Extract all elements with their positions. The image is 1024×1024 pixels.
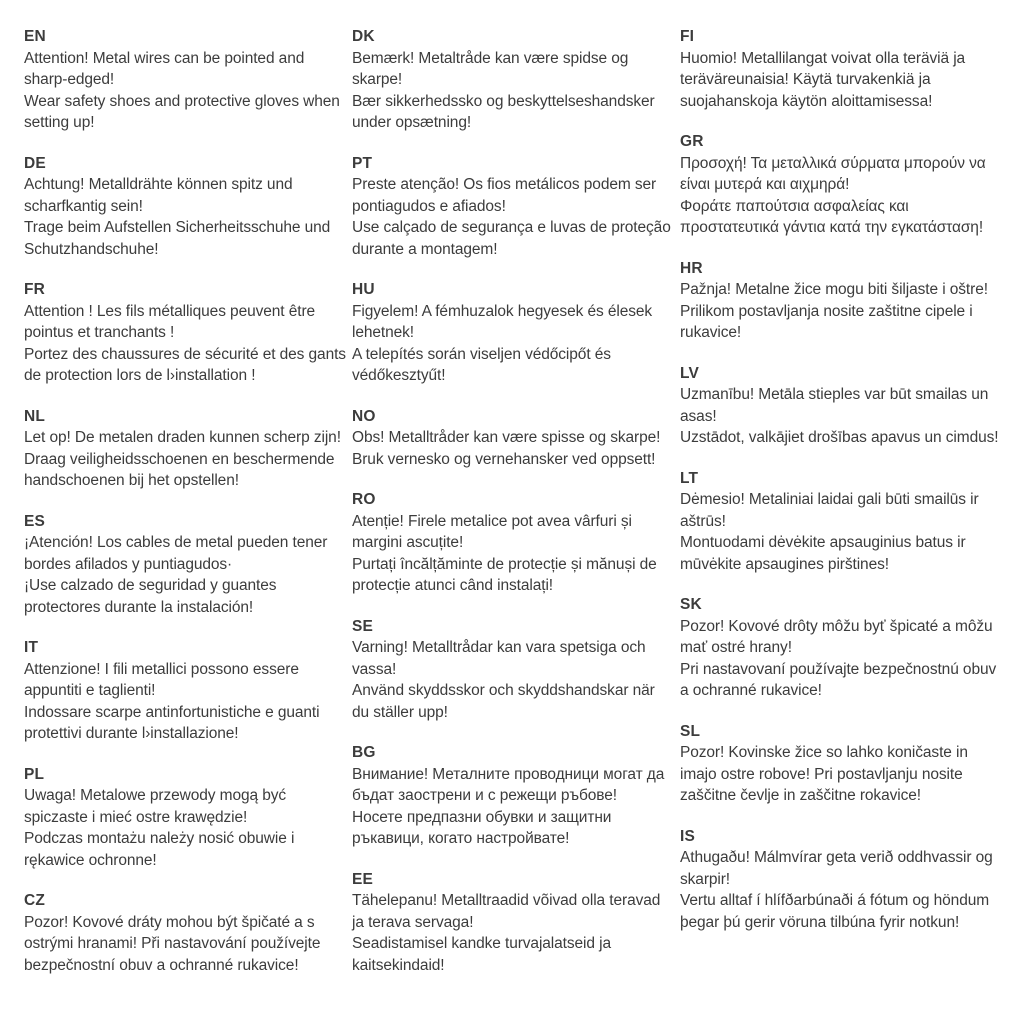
language-code: IT [24,639,39,656]
language-code: EN [24,28,46,45]
language-section-se [352,616,674,724]
warning-text: Uwaga! Metalowe przewody mogą być spiczaste i mieć ostre krawędzie! [24,787,287,826]
language-section-bg [352,742,674,850]
language-code: PT [352,154,373,172]
language-section-gr [680,131,1006,239]
language-section-lt [680,468,1006,576]
warning-text: Wear safety shoes and protective gloves when setting up! [24,92,340,131]
warning-text: Varning! Metalltrådar kan vara spetsiga och vassa! [352,639,646,678]
warning-text: Внимание! Металните проводници могат да бъдат заострени и с режещи ръбове! [352,765,665,804]
warning-text: Purtați încălțăminte de protecție și mănuși de protecție atunci când instalați! [352,555,657,594]
warning-text: Uzmanību! Metāla stieples var būt smailas un asas! [680,386,989,425]
warning-text: Pri nastavovaní používajte bezpečnostnú obuv a ochranné rukavice! [680,660,997,699]
language-section-de [24,153,346,261]
warning-text: Trage beim Aufstellen Sicherheitsschuhe und Schutzhandschuhe! [24,219,331,258]
language-section-sk [680,594,1006,702]
warning-text: Athugaðu! Málmvírar geta verið oddhvassir og skarpir! [680,849,993,888]
warning-text: Προσοχή! Τα μεταλλικά σύρματα μπορούν να είναι μυτερά και αιχμηρά! [680,154,986,193]
column-1 [24,26,346,995]
warning-text: Pozor! Kovinske žice so lahko koničaste in imajo ostre robove! Pri postavljanju nosite zaščitne čevlje in zaščitne rokavice! [680,744,968,804]
warning-text: Achtung! Metalldrähte können spitz und scharfkantig sein! [24,176,293,215]
warning-text: Vertu alltaf í hlífðarbúnaði á fótum og höndum þegar þú gerir vöruna tilbúna fyrir notkun! [680,892,990,931]
warning-text: Dėmesio! Metaliniai laidai gali būti smailūs ir aštrūs! [680,491,979,530]
warning-text: Draag veiligheidsschoenen en beschermende handschoenen bij het opstellen! [24,450,335,489]
language-code: GR [680,133,704,150]
language-code: ES [24,512,46,530]
language-section-no [352,406,674,471]
warning-text: ¡Atención! Los cables de metal pueden tener bordes afilados y puntiagudos· [24,534,328,573]
language-section-ee [352,869,674,977]
language-code: HR [680,259,703,277]
warning-text: Use calçado de segurança e luvas de proteção durante a montagem! [352,219,671,258]
column-3 [680,26,1006,995]
language-code: LT [680,469,699,487]
language-section-it [24,637,346,745]
language-section-hu [352,279,674,387]
language-section-hr [680,258,1006,344]
language-code: HU [352,281,375,298]
warning-text: Bruk vernesko og vernehansker ved oppsett! [352,450,656,468]
language-code: BG [352,744,376,761]
warning-text: Atenție! Firele metalice pot avea vârfuri și margini ascuțite! [352,512,632,551]
warning-text: Attention! Metal wires can be pointed and sharp-edged! [24,49,305,88]
warning-text: Figyelem! A fémhuzalok hegyesek és élesek lehetnek! [352,302,653,341]
warning-text: Podczas montażu należy nosić obuwie i rękawice ochronne! [24,830,295,869]
language-section-cz [24,890,346,976]
warning-text: Indossare scarpe antinfortunistiche e guanti protettivi durante l›installazione! [24,703,320,742]
language-code: NL [24,407,46,425]
language-section-es [24,511,346,619]
language-code: RO [352,491,376,508]
warning-text: ¡Use calzado de seguridad y guantes protectores durante la instalación! [24,577,277,616]
warning-text: Φοράτε παπούτσια ασφαλείας και προστατευτικά γάντια κατά την εγκατάσταση! [680,197,984,236]
warning-text: Pažnja! Metalne žice mogu biti šiljaste i oštre! Prilikom postavljanja nosite zaštitne cipele i rukavice! [680,281,988,341]
warning-text: Attenzione! I fili metallici possono essere appuntiti e taglienti! [24,660,299,699]
language-code: DE [24,154,46,172]
language-code: SL [680,722,701,740]
column-2 [352,26,674,995]
language-section-fr [24,279,346,387]
warning-text: Pozor! Kovové drôty môžu byť špicaté a môžu mať ostré hrany! [680,617,993,656]
warning-text: Let op! De metalen draden kunnen scherp zijn! [24,429,341,446]
warning-text: Portez des chaussures de sécurité et des gants de protection lors de l›installation ! [24,345,346,384]
language-code: FR [24,281,46,298]
warning-text: Seadistamisel kandke turvajalatseid ja kaitsekindaid! [352,935,611,974]
warning-text: Preste atenção! Os fios metálicos podem ser pontiagudos e afiados! [352,176,657,215]
language-code: EE [352,870,374,888]
language-section-ro [352,489,674,597]
language-section-is [680,826,1006,934]
language-section-dk [352,26,674,134]
language-code: LV [680,364,700,382]
warning-text: Attention ! Les fils métalliques peuvent être pointus et tranchants ! [24,302,316,341]
warning-text: Obs! Metalltråder kan være spisse og skarpe! [352,429,661,446]
language-section-en [24,26,346,134]
warning-text: Uzstādot, valkājiet drošības apavus un cimdus! [680,429,999,446]
warning-text: Носете предпазни обувки и защитни ръкавици, когато настройвате! [352,808,612,847]
language-code: NO [352,407,376,425]
warning-text: Bemærk! Metaltråde kan være spidse og skarpe! [352,49,629,88]
warning-text: Använd skyddsskor och skyddshandskar när du ställer upp! [352,682,655,721]
language-code: PL [24,765,45,783]
language-code: DK [352,28,375,45]
language-section-pt [352,153,674,261]
warning-text: Huomio! Metallilangat voivat olla teräviä ja teräväreunaisia! Käytä turvakenkiä ja suojahanskoja käytön aloittamisessa! [680,49,966,110]
language-code: CZ [24,892,46,909]
language-section-sl [680,721,1006,807]
warning-text: Pozor! Kovové dráty mohou být špičaté a s ostrými hranami! Při nastavování používejte bezpečnostní obuv a ochranné rukavice! [24,913,321,974]
warning-text: Bær sikkerhedssko og beskyttelseshandsker under opsætning! [352,92,655,131]
warning-text: Tähelepanu! Metalltraadid võivad olla teravad ja terava servaga! [352,892,661,931]
language-code: IS [680,827,696,845]
language-code: FI [680,28,695,45]
language-code: SK [680,596,702,613]
language-code: SE [352,617,374,635]
warning-text: Montuodami dėvėkite apsauginius batus ir mūvėkite apsaugines pirštines! [680,534,966,573]
language-section-pl [24,764,346,872]
language-section-nl [24,406,346,492]
warning-text: A telepítés során viseljen védőcipőt és védőkesztyűt! [352,345,611,384]
language-section-fi [680,26,1006,112]
language-section-lv [680,363,1006,449]
